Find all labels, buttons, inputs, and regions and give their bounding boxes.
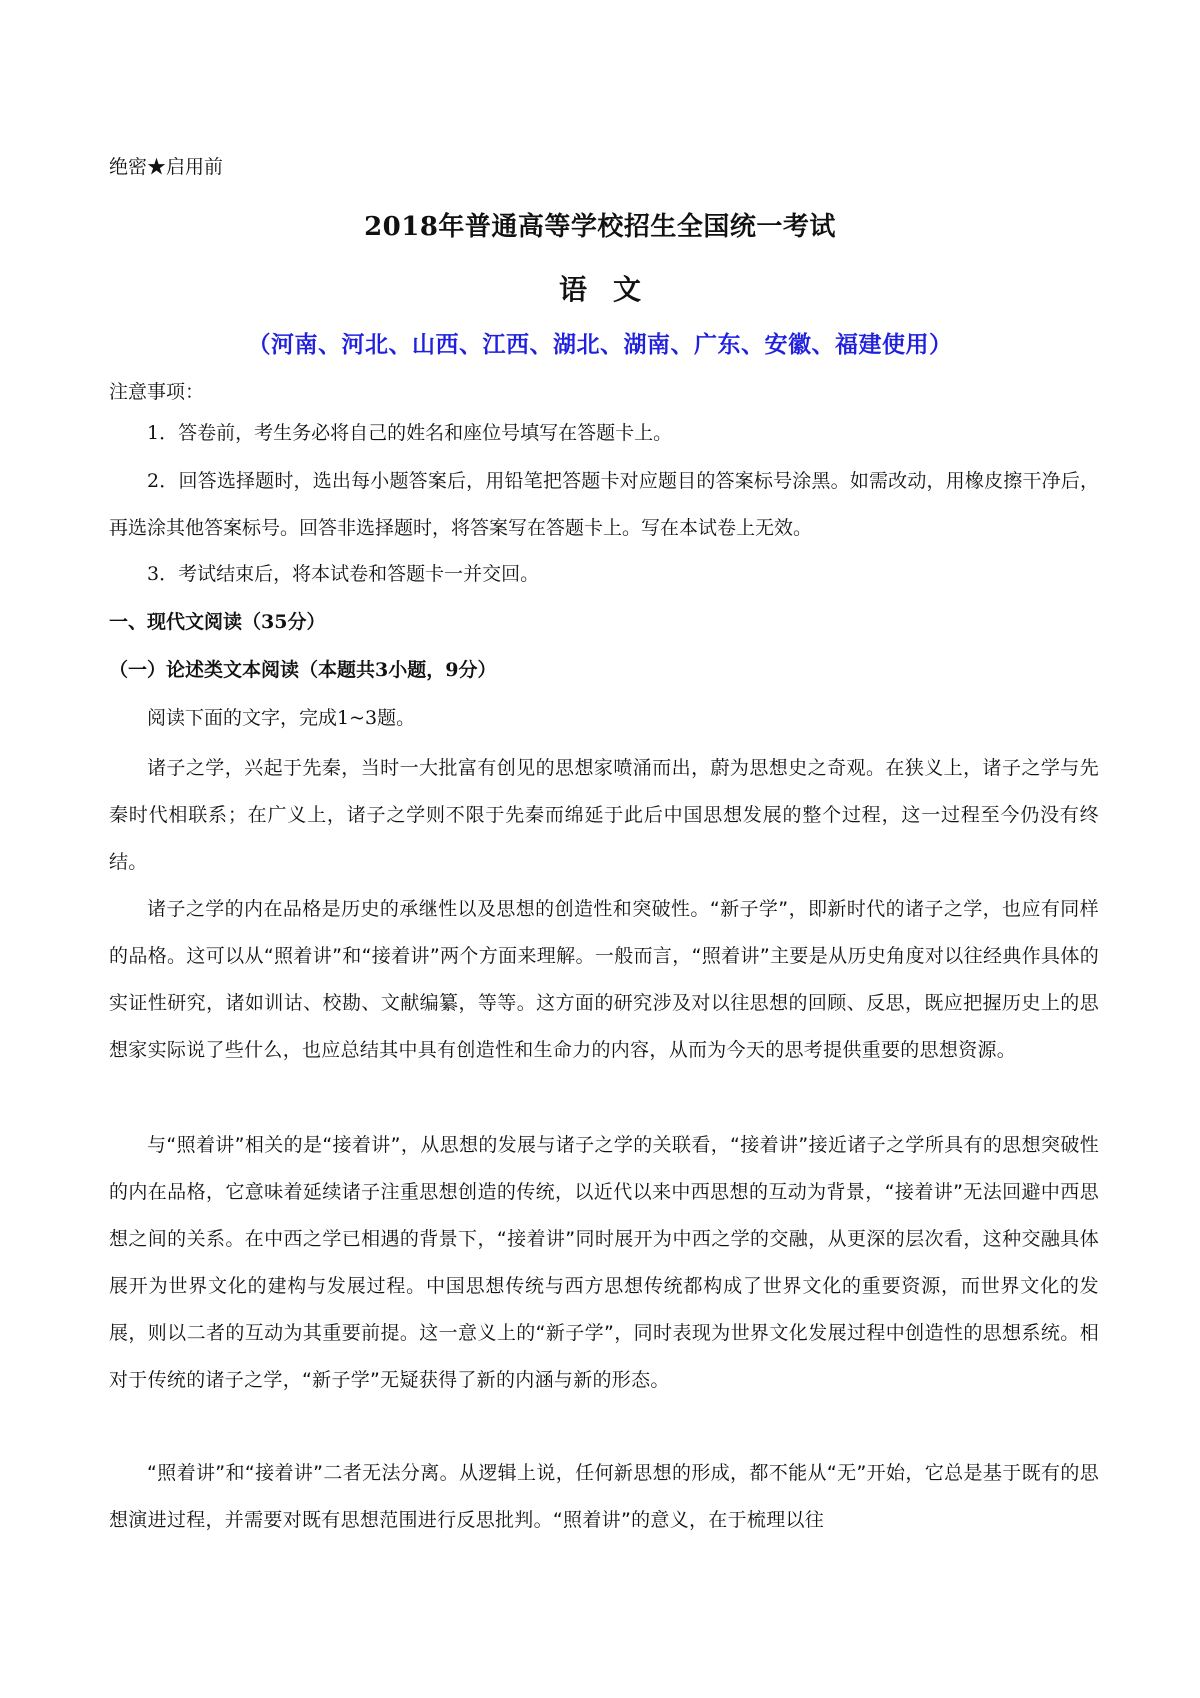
notice-item: 2．回答选择题时，选出每小题答案后，用铅笔把答题卡对应题目的答案标号涂黑。如需改动，用橡皮擦干净后，再选涂其他答案标号。回答非选择题时，将答案写在答题卡上。写在本试卷上无效。 xyxy=(109,470,1099,539)
reading-instruction: 阅读下面的文字，完成1~3题。 xyxy=(147,707,416,729)
subsection-heading: （一）论述类文本阅读（本题共3小题，9分） xyxy=(109,659,497,681)
regions-note: （河南、河北、山西、江西、湖北、湖南、广东、安徽、福建使用） xyxy=(247,331,953,358)
passage-paragraph: “照着讲”和“接着讲”二者无法分离。从逻辑上说，任何新思想的形成，都不能从“无”开始，它总是基于既有的思想演进过程，并需要对既有思想范围进行反思批判。“照着讲”的意义，在于梳理以往 xyxy=(109,1462,1099,1531)
subject-title: 语文 xyxy=(558,273,667,306)
passage-paragraph: 诸子之学，兴起于先秦，当时一大批富有创见的思想家喷涌而出，蔚为思想史之奇观。在狭义上，诸子之学与先秦时代相联系；在广义上，诸子之学则不限于先秦而绵延于此后中国思想发展的整个过程，这一过程至今仍没有终结。 xyxy=(109,757,1099,873)
notice-item: 1．答卷前，考生务必将自己的姓名和座位号填写在答题卡上。 xyxy=(147,422,673,444)
exam-title: 2018年普通高等学校招生全国统一考试 xyxy=(364,212,836,242)
notice-item: 3．考试结束后，将本试卷和答题卡一并交回。 xyxy=(147,563,540,585)
passage-paragraph: 诸子之学的内在品格是历史的承继性以及思想的创造性和突破性。“新子学”，即新时代的诸子之学，也应有同样的品格。这可以从“照着讲”和“接着讲”两个方面来理解。一般而言，“照着讲”主要是从历史角度对以往经典作具体的实证性研究，诸如训诂、校勘、文献编纂，等等。这方面的研究涉及对以往思想的回顾、反思，既应把握历史上的思想家实际说了些什么，也应总结其中具有创造性和生命力的内容，从而为今天的思考提供重要的思想资源。 xyxy=(109,898,1099,1061)
passage-paragraph: 与“照着讲”相关的是“接着讲”，从思想的发展与诸子之学的关联看，“接着讲”接近诸子之学所具有的思想突破性的内在品格，它意味着延续诸子注重思想创造的传统，以近代以来中西思想的互动为背景，“接着讲”无法回避中西思想之间的关系。在中西之学已相遇的背景下，“接着讲”同时展开为中西之学的交融，从更深的层次看，这种交融具体展开为世界文化的建构与发展过程。中国思想传统与西方思想传统都构成了世界文化的重要资源，而世界文化的发展，则以二者的互动为其重要前提。这一意义上的“新子学”，同时表现为世界文化发展过程中创造性的思想系统。相对于传统的诸子之学，“新子学”无疑获得了新的内涵与新的形态。 xyxy=(109,1134,1099,1391)
section-heading: 一、现代文阅读（35分） xyxy=(109,611,326,633)
confidential-label: 绝密★启用前 xyxy=(109,156,224,178)
notice-heading: 注意事项： xyxy=(109,381,205,403)
